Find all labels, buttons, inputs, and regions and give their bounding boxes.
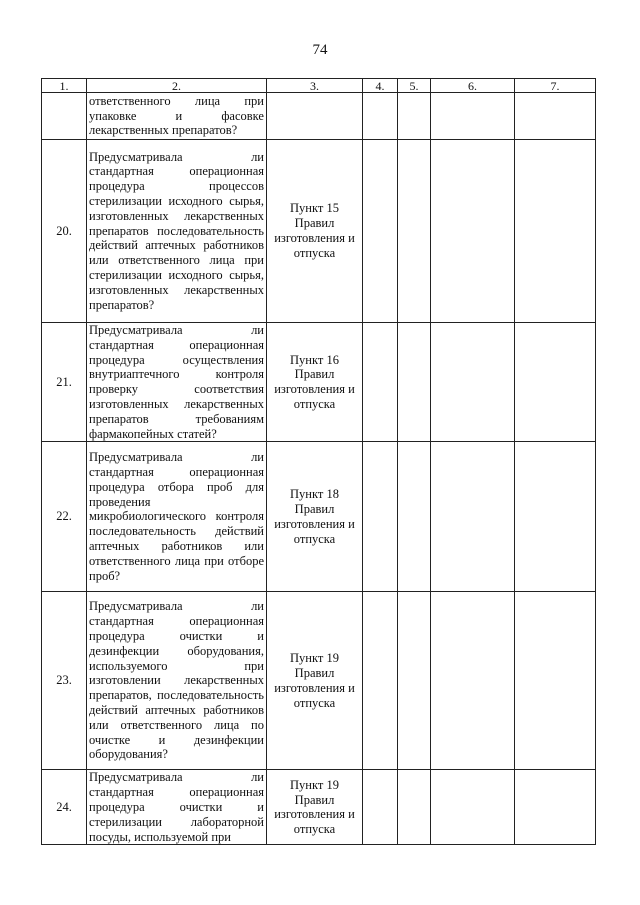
row-cell-5 [398,140,431,323]
header-col-5: 5. [398,79,431,93]
row-cell-4 [363,140,398,323]
header-col-7: 7. [515,79,596,93]
row-question: Предусматривала ли стандартная операционная процедура осуществления внутриаптечного контроля проверку соответствия изготовленных лекарственных препаратов требованиям фармакопейных статей? [87,323,267,442]
row-number: 22. [42,442,87,592]
row-number: 23. [42,592,87,770]
row-cell-4 [363,93,398,140]
header-col-3: 3. [267,79,363,93]
row-cell-4 [363,442,398,592]
row-cell-6 [431,442,515,592]
table-row [42,140,596,323]
table-row [42,592,596,770]
row-number: 21. [42,323,87,442]
row-question: Предусматривала ли стандартная операционная процедура отбора проб для проведения микробиологического контроля последовательность действий аптечных работников или ответственного лица при отборе проб? [87,442,267,592]
row-reference: Пункт 19 Правил изготовления и отпуска [267,592,363,770]
row-cell-6 [431,93,515,140]
row-cell-7 [515,93,596,140]
row-reference: Пункт 18 Правил изготовления и отпуска [267,442,363,592]
row-cell-7 [515,140,596,323]
checklist-table [41,78,596,845]
row-question: ответственного лица при упаковке и фасовке лекарственных препаратов? [87,93,267,140]
header-col-4: 4. [363,79,398,93]
row-cell-5 [398,770,431,845]
row-reference [267,93,363,140]
row-cell-7 [515,592,596,770]
table-row [42,93,596,140]
row-cell-6 [431,323,515,442]
row-question: Предусматривала ли стандартная операционная процедура очистки и дезинфекции оборудования, используемого при изготовлении лекарственных препаратов, последовательность действий аптечных работников или ответственного лица по очистке и дезинфекции оборудования? [87,592,267,770]
table-row [42,323,596,442]
row-question: Предусматривала ли стандартная операционная процедура очистки и стерилизации лабораторной посуды, используемой при [87,770,267,845]
row-reference: Пункт 15 Правил изготовления и отпуска [267,140,363,323]
row-question: Предусматривала ли стандартная операционная процедура процессов стерилизации исходного сырья, изготовленных лекарственных препаратов последовательность действий аптечных работников или ответственного лица при стерилизации исходного сырья, изготовленных лекарственных препаратов? [87,140,267,323]
page-number: 74 [312,42,328,58]
row-number: 24. [42,770,87,845]
header-col-1: 1. [42,79,87,93]
row-number: 20. [42,140,87,323]
row-cell-4 [363,592,398,770]
table-row [42,770,596,845]
header-col-2: 2. [87,79,267,93]
row-cell-7 [515,770,596,845]
row-cell-7 [515,323,596,442]
row-cell-5 [398,323,431,442]
row-cell-4 [363,770,398,845]
row-number [42,93,87,140]
header-col-6: 6. [431,79,515,93]
row-cell-5 [398,442,431,592]
row-cell-5 [398,592,431,770]
row-reference: Пункт 19 Правил изготовления и отпуска [267,770,363,845]
row-cell-6 [431,140,515,323]
row-cell-4 [363,323,398,442]
header-row [42,79,596,93]
table-row [42,442,596,592]
row-reference: Пункт 16 Правил изготовления и отпуска [267,323,363,442]
row-cell-6 [431,592,515,770]
row-cell-6 [431,770,515,845]
row-cell-7 [515,442,596,592]
row-cell-5 [398,93,431,140]
